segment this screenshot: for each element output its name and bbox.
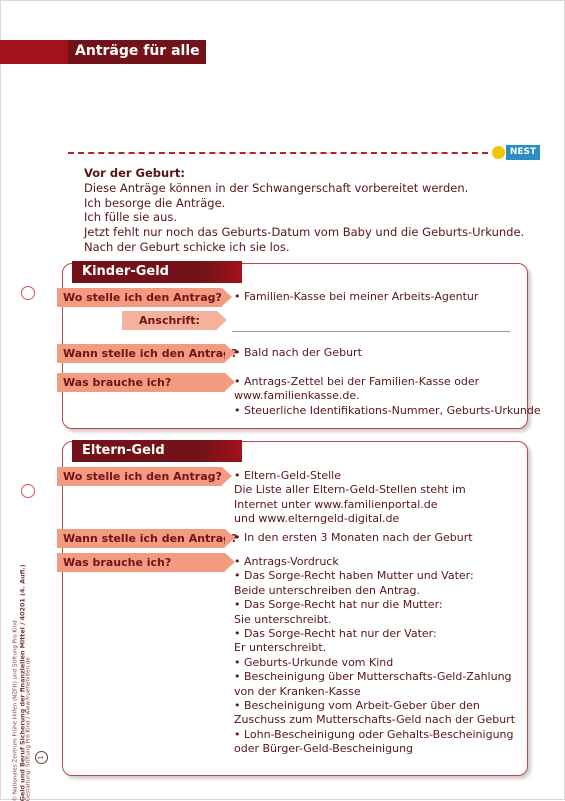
list-item: Internet unter www.familienportal.de bbox=[234, 497, 438, 511]
intro-block bbox=[84, 166, 524, 255]
kindergeld-question-where: Wo stelle ich den Antrag? bbox=[57, 288, 222, 307]
list-item: • Das Sorge-Recht hat nur die Mutter: bbox=[234, 598, 443, 612]
intro-line: Jetzt fehlt nur noch das Geburts-Datum vom Baby und die Geburts-Urkunde. bbox=[84, 225, 525, 240]
list-item: Sie unterschreibt. bbox=[234, 612, 332, 626]
list-item: • Das Sorge-Recht haben Mutter und Vater: bbox=[234, 569, 474, 583]
sidebar-copyright: © Nationales Zentrum Frühe Hilfen (NZFH) und Stiftung Pro Kind bbox=[12, 620, 19, 801]
nest-logo-label: NEST bbox=[506, 145, 540, 160]
list-item: • Bescheinigung über Mutterschafts-Geld-Zahlung bbox=[234, 670, 512, 684]
kindergeld-question-when: Wann stelle ich den Antrag? bbox=[57, 344, 225, 363]
list-item: Beide unterschreiben den Antrag. bbox=[234, 583, 421, 597]
kindergeld-answer-need bbox=[234, 375, 541, 418]
kindergeld-title-text: Kinder-Geld bbox=[82, 264, 169, 279]
kindergeld-answer-when: • Bald nach der Geburt bbox=[234, 346, 362, 359]
sidebar-design-credit: Gestaltung: Stiftung Pro Kind / www.fruehehilfen.de bbox=[25, 657, 32, 801]
elterngeld-answer-when: • In den ersten 3 Monaten nach der Geburt bbox=[234, 531, 473, 544]
list-item: und www.elterngeld-digital.de bbox=[234, 512, 400, 526]
list-item: • Das Sorge-Recht hat nur der Vater: bbox=[234, 627, 437, 641]
nest-sun-icon bbox=[492, 146, 505, 159]
title-fade bbox=[202, 261, 242, 283]
elterngeld-question-when: Wann stelle ich den Antrag? bbox=[57, 529, 225, 548]
kindergeld-question-need: Was brauche ich? bbox=[57, 373, 225, 392]
intro-line: Ich fülle sie aus. bbox=[84, 210, 178, 225]
divider-line bbox=[68, 152, 488, 154]
list-item: • Eltern-Geld-Stelle bbox=[234, 469, 341, 482]
list-item: Zuschuss zum Mutterschafts-Geld nach der Geburt bbox=[234, 713, 516, 727]
elterngeld-title bbox=[72, 440, 242, 462]
sidebar-credits bbox=[13, 466, 33, 801]
address-input-line[interactable] bbox=[232, 331, 510, 332]
punch-hole-mark bbox=[21, 286, 35, 300]
list-item: von der Kranken-Kasse bbox=[234, 684, 361, 698]
list-item: Die Liste aller Eltern-Geld-Stellen steht im bbox=[234, 483, 466, 497]
title-fade bbox=[202, 440, 242, 462]
list-item: • Antrags-Vordruck bbox=[234, 555, 339, 568]
elterngeld-title-text: Eltern-Geld bbox=[82, 443, 165, 458]
sidebar-series-title: Geld und Beruf Sicherung der finanziellen Mittel / 40201 (4. Aufl.) bbox=[18, 564, 27, 801]
elterngeld-question-where: Wo stelle ich den Antrag? bbox=[57, 467, 222, 486]
elterngeld-question-need: Was brauche ich? bbox=[57, 553, 225, 572]
kindergeld-title bbox=[72, 261, 242, 283]
intro-line: Nach der Geburt schicke ich sie los. bbox=[84, 239, 290, 254]
intro-heading: Vor der Geburt: bbox=[84, 166, 185, 180]
elterngeld-answer-where bbox=[234, 469, 466, 527]
kindergeld-answer-where: • Familien-Kasse bei meiner Arbeits-Agentur bbox=[234, 290, 479, 303]
elterngeld-answer-need bbox=[234, 555, 515, 757]
list-item: • Steuerliche Identifikations-Nummer, Geburts-Urkunde bbox=[234, 403, 541, 417]
list-item: • Lohn-Bescheinigung oder Gehalts-Bescheinigung bbox=[234, 727, 514, 741]
intro-line: Ich besorge die Anträge. bbox=[84, 195, 226, 210]
list-item: Er unterschreibt. bbox=[234, 641, 327, 655]
list-item: • Bescheinigung vom Arbeit-Geber über den bbox=[234, 699, 480, 713]
page-number-badge: 1 bbox=[35, 751, 48, 764]
address-label: Anschrift: bbox=[122, 311, 217, 330]
page-title: Anträge für alle bbox=[75, 43, 200, 59]
list-item: www.familienkasse.de. bbox=[234, 389, 360, 403]
list-item: oder Bürger-Geld-Bescheinigung bbox=[234, 742, 414, 756]
list-item: • Antrags-Zettel bei der Familien-Kasse oder bbox=[234, 375, 480, 388]
list-item: • Geburts-Urkunde vom Kind bbox=[234, 655, 394, 669]
intro-line: Diese Anträge können in der Schwangerschaft vorbereitet werden. bbox=[84, 180, 469, 195]
